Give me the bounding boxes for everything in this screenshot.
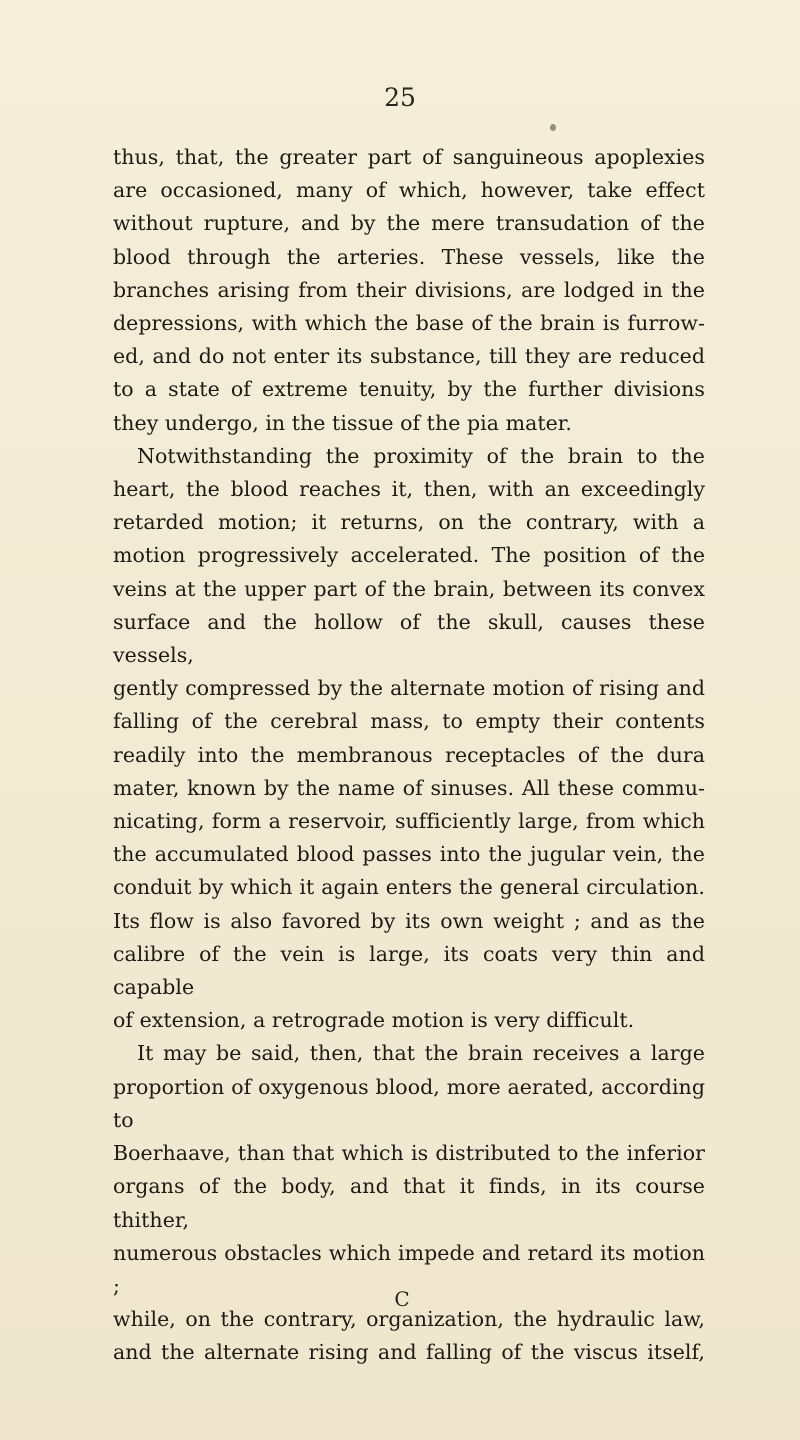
text-line: veins at the upper part of the brain, between its convex <box>113 576 705 601</box>
text-line: Its flow is also favored by its own weight ; and as the <box>113 908 705 933</box>
text-line: mater, known by the name of sinuses. All these commu- <box>113 775 705 800</box>
text-line: are occasioned, many of which, however, take effect <box>113 178 705 203</box>
text-line: of extension, a retrograde motion is very difficult. <box>113 1008 635 1033</box>
text-line: Boerhaave, than that which is distributed to the inferior <box>113 1141 705 1166</box>
text-line: without rupture, and by the mere transudation of the <box>113 211 705 236</box>
text-line: It may be said, then, that the brain receives a large <box>137 1041 705 1066</box>
text-line: readily into the membranous receptacles of the dura <box>113 742 705 767</box>
paragraph-2 <box>113 440 705 1038</box>
text-line: they undergo, in the tissue of the pia mater. <box>113 410 572 435</box>
text-line: to a state of extreme tenuity, by the further divisions <box>113 377 705 402</box>
text-line: thus, that, the greater part of sanguineous apoplexies <box>113 145 705 169</box>
signature-mark: C <box>394 1287 410 1311</box>
text-line: gently compressed by the alternate motion of rising and <box>113 676 705 701</box>
text-line: while, on the contrary, organization, the hydraulic law, <box>113 1307 705 1332</box>
text-line: nicating, form a reservoir, sufficiently large, from which <box>113 809 705 834</box>
paragraph-1 <box>113 141 705 440</box>
text-line: branches arising from their divisions, are lodged in the <box>113 277 705 302</box>
text-line: heart, the blood reaches it, then, with an exceedingly <box>113 477 705 502</box>
text-line: ed, and do not enter its substance, till they are reduced <box>113 344 705 369</box>
ink-speck <box>550 124 556 131</box>
text-line: calibre of the vein is large, its coats very thin and capable <box>113 941 705 1000</box>
page-number: 25 <box>384 83 416 112</box>
text-line: numerous obstacles which impede and retard its motion ; <box>113 1240 705 1298</box>
text-line: and the alternate rising and falling of the viscus itself, <box>113 1340 705 1365</box>
text-line: conduit by which it again enters the general circulation. <box>113 875 705 900</box>
text-line: motion progressively accelerated. The position of the <box>113 543 705 568</box>
text-line: blood through the arteries. These vessels, like the <box>113 244 705 269</box>
text-line: proportion of oxygenous blood, more aerated, according to <box>113 1074 705 1132</box>
text-line: organs of the body, and that it finds, in its course thither, <box>113 1174 705 1232</box>
text-line: retarded motion; it returns, on the contrary, with a <box>113 510 705 535</box>
text-line: falling of the cerebral mass, to empty their contents <box>113 709 705 734</box>
paragraph-3 <box>113 1037 705 1369</box>
text-line: depressions, with which the base of the brain is furrow- <box>113 311 705 336</box>
text-line: the accumulated blood passes into the jugular vein, the <box>113 842 705 867</box>
body-text <box>113 141 705 1370</box>
text-line: surface and the hollow of the skull, causes these vessels, <box>113 609 705 668</box>
text-line: Notwithstanding the proximity of the brain to the <box>137 443 705 468</box>
